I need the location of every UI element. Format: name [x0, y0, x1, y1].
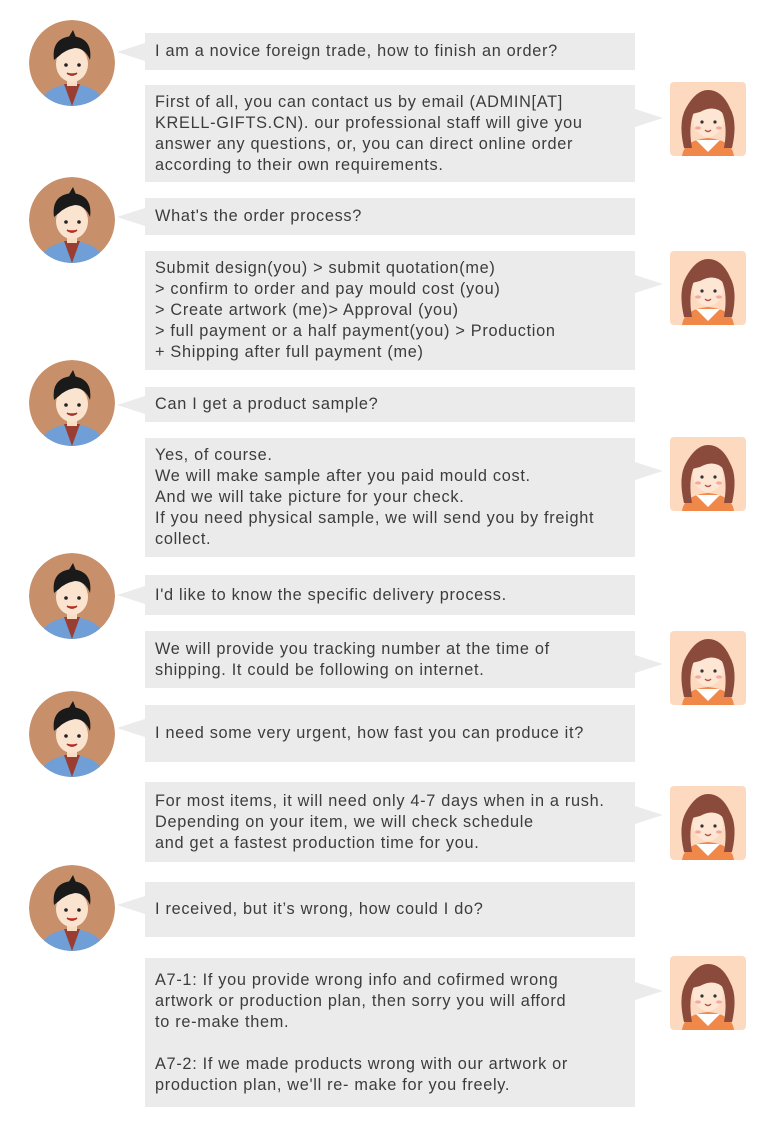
message-text-line: > Create artwork (me)> Approval (you) — [155, 301, 459, 319]
bubble-tail — [117, 208, 145, 226]
bubble-tail — [117, 586, 145, 604]
message-text-line: I'd like to know the specific delivery process. — [155, 585, 507, 604]
customer-message-bubble — [145, 33, 635, 70]
bubble-tail — [635, 982, 663, 1000]
message-text-line: > full payment or a half payment(you) > Production — [155, 322, 556, 340]
message-text-line: I need some very urgent, how fast you can produce it? — [155, 724, 584, 742]
staff-message-bubble — [145, 958, 635, 1107]
message-text-line: Can I get a product sample? — [155, 395, 379, 413]
message-text-line: We will make sample after you paid mould cost. — [155, 467, 531, 485]
staff-message-bubble — [145, 251, 635, 370]
message-text-line: according to their own requirements. — [155, 155, 444, 174]
girl-avatar-icon — [670, 251, 746, 325]
bubble-tail — [635, 109, 663, 127]
customer-message-bubble — [145, 575, 635, 615]
boy-avatar-icon — [29, 20, 115, 106]
bubble-tail — [635, 462, 663, 480]
message-text-line: First of all, you can contact us by email (ADMIN[AT] — [155, 92, 563, 111]
message-text-line: Submit design(you) > submit quotation(me) — [155, 259, 496, 277]
girl-avatar-icon — [670, 631, 746, 705]
staff-message-bubble — [145, 438, 635, 557]
customer-message-bubble — [145, 198, 635, 235]
bubble-tail — [635, 806, 663, 824]
girl-avatar-icon — [670, 82, 746, 156]
message-text-line: production plan, we'll re- make for you freely. — [155, 1075, 511, 1094]
staff-message-bubble — [145, 782, 635, 862]
boy-avatar-icon — [29, 553, 115, 639]
message-text-line: We will provide you tracking number at the time of — [155, 639, 550, 658]
customer-message-bubble — [145, 705, 635, 762]
girl-avatar-icon — [670, 437, 746, 511]
boy-avatar-icon — [29, 865, 115, 951]
customer-message-bubble — [145, 387, 635, 422]
customer-message-bubble — [145, 882, 635, 937]
message-text-line: KRELL-GIFTS.CN). our professional staff will give you — [155, 113, 583, 132]
message-text-line: + Shipping after full payment (me) — [155, 343, 424, 361]
paragraph-gap — [155, 1033, 625, 1054]
message-text-line: If you need physical sample, we will send you by freight — [155, 509, 595, 527]
message-text-line: and get a fastest production time for you. — [155, 833, 480, 852]
bubble-tail — [635, 655, 663, 673]
message-text-line: shipping. It could be following on internet. — [155, 660, 485, 679]
staff-message-bubble — [145, 631, 635, 688]
message-text-line: I received, but it’s wrong, how could I do? — [155, 900, 484, 918]
boy-avatar-icon — [29, 360, 115, 446]
message-text-line: And we will take picture for your check. — [155, 488, 465, 506]
message-text-line: to re-make them. — [155, 1012, 290, 1031]
bubble-tail — [117, 896, 145, 914]
message-text-line: answer any questions, or, you can direct online order — [155, 134, 574, 153]
message-text-line: Yes, of course. — [155, 446, 273, 464]
message-text-line: I am a novice foreign trade, how to finish an order? — [155, 42, 558, 60]
message-text-line: collect. — [155, 530, 212, 548]
bubble-tail — [117, 719, 145, 737]
message-text-line: > confirm to order and pay mould cost (you) — [155, 280, 501, 298]
boy-avatar-icon — [29, 177, 115, 263]
girl-avatar-icon — [670, 786, 746, 860]
boy-avatar-icon — [29, 691, 115, 777]
message-text-line: A7-1: If you provide wrong info and cofirmed wrong — [155, 970, 559, 989]
bubble-tail — [117, 43, 145, 61]
staff-message-bubble — [145, 85, 635, 182]
message-text-line: Depending on your item, we will check schedule — [155, 812, 534, 831]
message-text-line: For most items, it will need only 4-7 days when in a rush. — [155, 791, 605, 810]
message-text-line: A7-2: If we made products wrong with our artwork or — [155, 1054, 569, 1073]
message-text-line: artwork or production plan, then sorry you will afford — [155, 991, 567, 1010]
message-text-line: What's the order process? — [155, 207, 363, 225]
girl-avatar-icon — [670, 956, 746, 1030]
bubble-tail — [117, 396, 145, 414]
bubble-tail — [635, 275, 663, 293]
